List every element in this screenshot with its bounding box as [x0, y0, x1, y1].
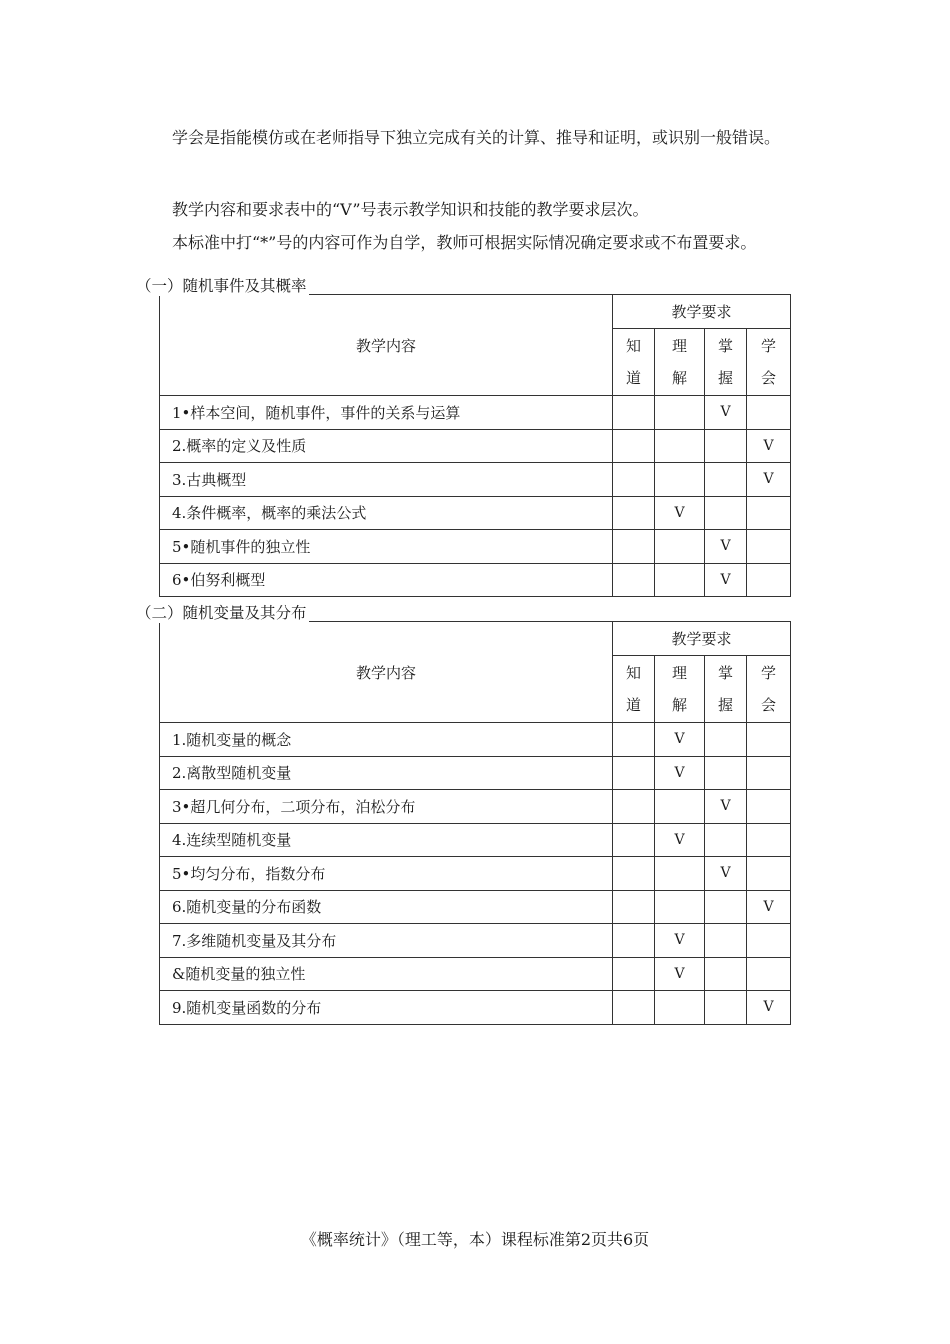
content-item: 7.多维随机变量及其分布	[160, 924, 613, 958]
content-item: 4.连续型随机变量	[160, 823, 613, 857]
table-row	[160, 396, 791, 430]
table-row	[160, 957, 791, 991]
content-item: 1•样本空间，随机事件，事件的关系与运算	[160, 396, 613, 430]
check-mark: V	[747, 991, 791, 1025]
header-level-top: 掌	[717, 337, 733, 355]
content-item: 6.随机变量的分布函数	[160, 890, 613, 924]
check-mark: V	[747, 463, 791, 497]
check-mark: V	[705, 530, 747, 564]
empty-cell	[705, 429, 747, 463]
empty-cell	[655, 890, 705, 924]
paragraph-asterisk-meaning: 本标准中打“*”号的内容可作为自学，教师可根据实际情况确定要求或不布置要求。	[172, 233, 757, 252]
empty-cell	[613, 463, 655, 497]
table-row	[160, 563, 791, 597]
empty-cell	[705, 924, 747, 958]
empty-cell	[705, 957, 747, 991]
empty-cell	[613, 790, 655, 824]
table-row	[160, 429, 791, 463]
paragraph-learn-definition: 学会是指能模仿或在老师指导下独立完成有关的计算、推导和证明，或识别一般错误。	[172, 128, 781, 147]
content-item: &随机变量的独立性	[160, 957, 613, 991]
empty-cell	[747, 756, 791, 790]
content-item: 5•随机事件的独立性	[160, 530, 613, 564]
header-level-bottom: 会	[761, 696, 777, 714]
empty-cell	[747, 563, 791, 597]
section-title: （一）随机事件及其概率	[136, 277, 307, 295]
header-level-bottom: 解	[671, 696, 687, 714]
empty-cell	[613, 396, 655, 430]
table-row	[160, 496, 791, 530]
header-level-bottom: 会	[761, 369, 777, 387]
empty-cell	[747, 924, 791, 958]
header-level-bottom: 解	[671, 369, 687, 387]
empty-cell	[747, 823, 791, 857]
empty-cell	[613, 823, 655, 857]
header-level-0	[613, 656, 655, 723]
empty-cell	[747, 396, 791, 430]
table-row	[160, 756, 791, 790]
header-content: 教学内容	[160, 295, 613, 396]
header-content: 教学内容	[160, 622, 613, 723]
empty-cell	[705, 991, 747, 1025]
header-requirements: 教学要求	[613, 295, 791, 329]
check-mark: V	[655, 496, 705, 530]
table-row	[160, 823, 791, 857]
header-level-bottom: 握	[717, 369, 733, 387]
check-mark: V	[655, 723, 705, 757]
table-row	[160, 790, 791, 824]
empty-cell	[613, 563, 655, 597]
table-row	[160, 723, 791, 757]
empty-cell	[613, 429, 655, 463]
table-row	[160, 890, 791, 924]
empty-cell	[613, 857, 655, 891]
header-level-3	[747, 656, 791, 723]
empty-cell	[655, 790, 705, 824]
table-row	[160, 924, 791, 958]
check-mark: V	[747, 890, 791, 924]
empty-cell	[655, 563, 705, 597]
empty-cell	[655, 530, 705, 564]
content-item: 1.随机变量的概念	[160, 723, 613, 757]
content-item: 2.概率的定义及性质	[160, 429, 613, 463]
content-item: 3.古典概型	[160, 463, 613, 497]
empty-cell	[613, 723, 655, 757]
requirements-table	[159, 294, 791, 597]
empty-cell	[705, 723, 747, 757]
check-mark: V	[747, 429, 791, 463]
check-mark: V	[705, 396, 747, 430]
empty-cell	[655, 463, 705, 497]
check-mark: V	[705, 563, 747, 597]
content-item: 2.离散型随机变量	[160, 756, 613, 790]
header-level-top: 知	[625, 664, 641, 682]
empty-cell	[747, 723, 791, 757]
header-level-bottom: 握	[717, 696, 733, 714]
empty-cell	[655, 429, 705, 463]
header-level-2	[705, 656, 747, 723]
empty-cell	[613, 991, 655, 1025]
requirements-table	[159, 621, 791, 1025]
check-mark: V	[655, 924, 705, 958]
empty-cell	[747, 957, 791, 991]
content-item: 6•伯努利概型	[160, 563, 613, 597]
header-level-2	[705, 329, 747, 396]
content-item: 9.随机变量函数的分布	[160, 991, 613, 1025]
empty-cell	[747, 790, 791, 824]
header-level-top: 理	[671, 664, 687, 682]
content-item: 5•均匀分布，指数分布	[160, 857, 613, 891]
header-level-top: 学	[761, 337, 777, 355]
empty-cell	[613, 924, 655, 958]
empty-cell	[613, 530, 655, 564]
page-footer: 《概率统计》（理工等，本）课程标准第2页共6页	[300, 1230, 650, 1249]
header-level-1	[655, 329, 705, 396]
empty-cell	[613, 890, 655, 924]
empty-cell	[747, 857, 791, 891]
empty-cell	[655, 396, 705, 430]
empty-cell	[747, 496, 791, 530]
check-mark: V	[655, 957, 705, 991]
table-row	[160, 991, 791, 1025]
header-level-bottom: 道	[625, 696, 641, 714]
empty-cell	[705, 756, 747, 790]
header-level-top: 掌	[717, 664, 733, 682]
empty-cell	[613, 496, 655, 530]
table-row	[160, 530, 791, 564]
empty-cell	[705, 463, 747, 497]
header-level-3	[747, 329, 791, 396]
check-mark: V	[655, 823, 705, 857]
paragraph-check-mark-meaning: 教学内容和要求表中的“V”号表示教学知识和技能的教学要求层次。	[172, 200, 649, 219]
empty-cell	[655, 857, 705, 891]
header-level-top: 学	[761, 664, 777, 682]
empty-cell	[705, 823, 747, 857]
content-item: 3•超几何分布，二项分布，泊松分布	[160, 790, 613, 824]
header-level-top: 理	[671, 337, 687, 355]
empty-cell	[747, 530, 791, 564]
header-level-bottom: 道	[625, 369, 641, 387]
check-mark: V	[705, 790, 747, 824]
empty-cell	[705, 890, 747, 924]
header-level-1	[655, 656, 705, 723]
table-row	[160, 857, 791, 891]
empty-cell	[655, 991, 705, 1025]
check-mark: V	[705, 857, 747, 891]
section-title: （二）随机变量及其分布	[136, 604, 307, 622]
empty-cell	[613, 957, 655, 991]
header-level-top: 知	[625, 337, 641, 355]
header-level-0	[613, 329, 655, 396]
content-item: 4.条件概率，概率的乘法公式	[160, 496, 613, 530]
table-row	[160, 463, 791, 497]
empty-cell	[613, 756, 655, 790]
empty-cell	[705, 496, 747, 530]
check-mark: V	[655, 756, 705, 790]
header-requirements: 教学要求	[613, 622, 791, 656]
